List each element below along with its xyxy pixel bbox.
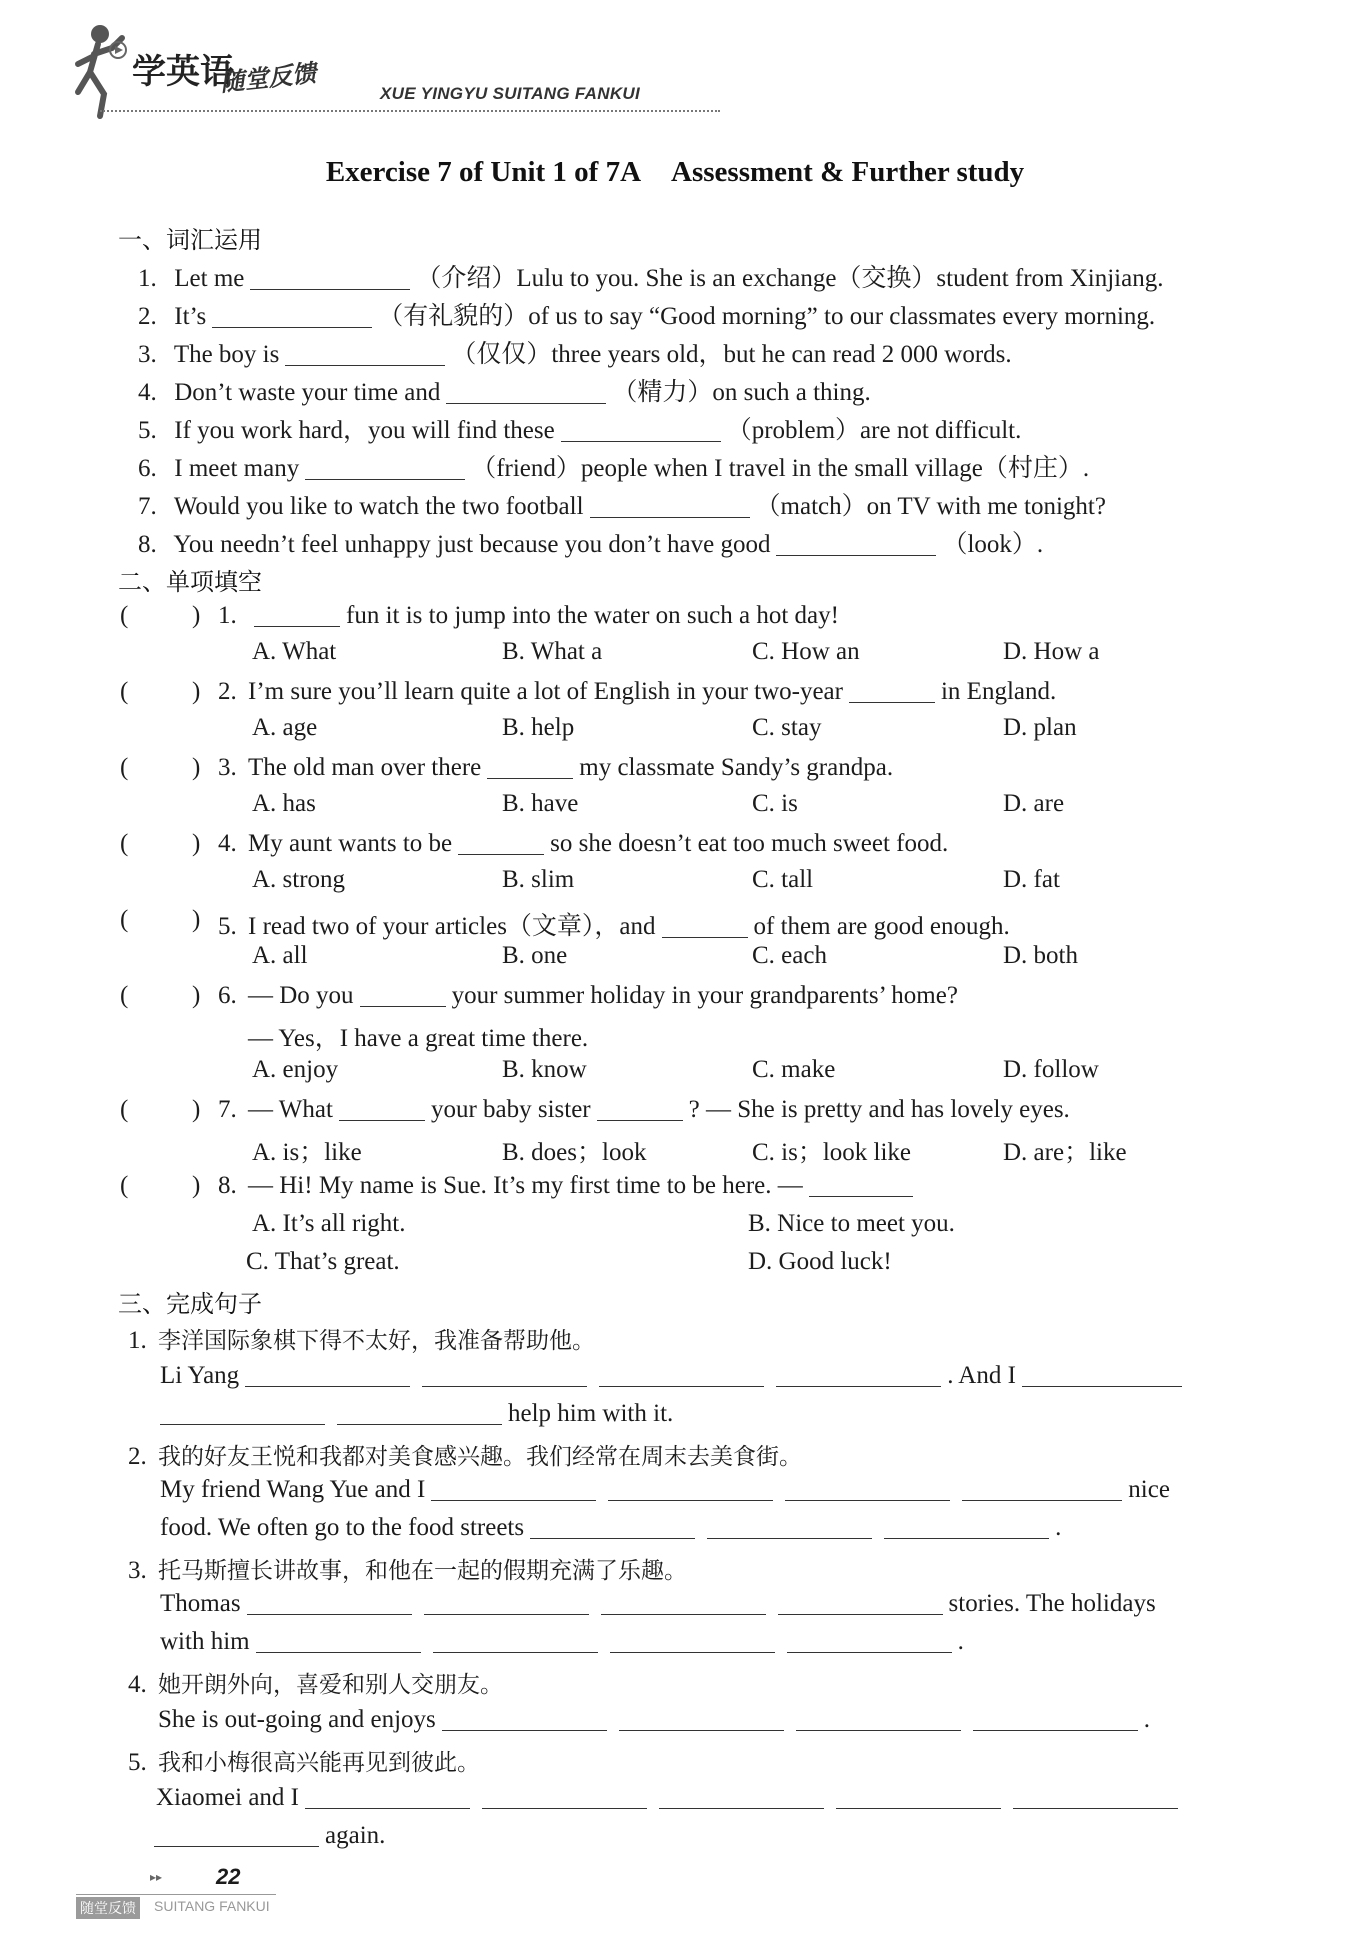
mc-question-1: 1. fun it is to jump into the water on such a hot day! bbox=[218, 602, 839, 629]
answer-blank[interactable] bbox=[619, 1706, 784, 1731]
answer-blank[interactable] bbox=[785, 1476, 950, 1501]
answer-blank[interactable] bbox=[1022, 1362, 1182, 1387]
answer-blank bbox=[662, 913, 748, 938]
sentence-1-english-cont: help him with it. bbox=[154, 1400, 673, 1428]
answer-paren[interactable]: ( ) bbox=[120, 1096, 201, 1123]
answer-paren[interactable]: ( ) bbox=[120, 1172, 201, 1199]
title-unit: Exercise 7 of Unit 1 of 7A bbox=[325, 156, 642, 188]
answer-blank[interactable] bbox=[776, 1362, 941, 1387]
option-a[interactable]: A. It’s all right. bbox=[252, 1210, 406, 1237]
sentence-5-english: Xiaomei and I bbox=[156, 1784, 1184, 1812]
option-a[interactable]: A. enjoy bbox=[252, 1056, 339, 1083]
option-a[interactable]: A. strong bbox=[252, 866, 346, 893]
answer-blank[interactable] bbox=[707, 1514, 872, 1539]
option-b[interactable]: B. does；look bbox=[502, 1139, 647, 1166]
page-header bbox=[60, 14, 700, 124]
answer-blank[interactable] bbox=[973, 1706, 1138, 1731]
page-title bbox=[0, 156, 1350, 189]
option-b[interactable]: B. help bbox=[502, 714, 575, 741]
answer-blank bbox=[487, 754, 573, 779]
sentence-3-english-cont: with him . bbox=[160, 1628, 964, 1655]
answer-blank[interactable] bbox=[285, 341, 445, 366]
header-subtitle: 随堂反馈 bbox=[219, 59, 318, 97]
header-divider bbox=[100, 110, 720, 112]
option-b[interactable]: B. one bbox=[502, 942, 568, 969]
sentence-3-chinese: 3. 托马斯擅长讲故事，和他在一起的假期充满了乐趣。 bbox=[128, 1557, 687, 1584]
sentence-2-chinese: 2. 我的好友王悦和我都对美食感兴趣。我们经常在周末去美食街。 bbox=[128, 1443, 802, 1470]
option-d[interactable]: D. fat bbox=[1003, 866, 1060, 893]
option-d[interactable]: D. are；like bbox=[1003, 1139, 1127, 1166]
answer-blank[interactable] bbox=[796, 1706, 961, 1731]
answer-blank[interactable] bbox=[590, 493, 750, 518]
header-pinyin: XUE YINGYU SUITANG FANKUI bbox=[380, 84, 641, 103]
answer-blank[interactable] bbox=[424, 1590, 589, 1615]
mc-question-2: 2. I’m sure you’ll learn quite a lot of English in your two-year in England. bbox=[218, 678, 1057, 705]
sentence-4-english: She is out-going and enjoys . bbox=[158, 1706, 1151, 1733]
answer-blank[interactable] bbox=[599, 1362, 764, 1387]
option-b[interactable]: B. have bbox=[502, 790, 579, 817]
mc-question-4: 4. My aunt wants to be so she doesn’t eat too much sweet food. bbox=[218, 830, 949, 857]
option-d[interactable]: D. plan bbox=[1003, 714, 1077, 741]
answer-blank[interactable] bbox=[659, 1784, 824, 1809]
answer-blank[interactable] bbox=[776, 531, 936, 556]
option-d[interactable]: D. Good luck! bbox=[748, 1248, 892, 1275]
answer-blank[interactable] bbox=[431, 1476, 596, 1501]
option-c[interactable]: C. tall bbox=[752, 866, 814, 893]
answer-blank[interactable] bbox=[778, 1590, 943, 1615]
answer-paren[interactable]: ( ) bbox=[120, 602, 201, 629]
answer-blank[interactable] bbox=[482, 1784, 647, 1809]
option-c[interactable]: C. make bbox=[752, 1056, 836, 1083]
answer-blank[interactable] bbox=[884, 1514, 1049, 1539]
sentence-2-english-cont: food. We often go to the food streets . bbox=[160, 1514, 1062, 1541]
answer-blank[interactable] bbox=[610, 1628, 775, 1653]
answer-blank[interactable] bbox=[337, 1400, 502, 1425]
option-c[interactable]: C. How an bbox=[752, 638, 860, 665]
answer-blank bbox=[597, 1096, 683, 1121]
option-d[interactable]: D. are bbox=[1003, 790, 1065, 817]
option-c[interactable]: C. is；look like bbox=[752, 1139, 912, 1166]
answer-blank[interactable] bbox=[305, 1784, 470, 1809]
option-a[interactable]: A. has bbox=[252, 790, 316, 817]
answer-blank bbox=[458, 830, 544, 855]
sentence-2-english: My friend Wang Yue and I nice bbox=[160, 1476, 1170, 1503]
page-number: 22 bbox=[216, 1864, 241, 1889]
vocab-item-6: 6. I meet many （friend）people when I travel in the small village（村庄）. bbox=[138, 455, 1090, 482]
option-d[interactable]: D. follow bbox=[1003, 1056, 1099, 1083]
option-d[interactable]: D. both bbox=[1003, 942, 1078, 969]
answer-blank[interactable] bbox=[433, 1628, 598, 1653]
answer-paren[interactable]: ( ) bbox=[120, 906, 201, 933]
mc-question-6: 6. — Do you your summer holiday in your grandparents’ home? bbox=[218, 982, 958, 1009]
sentence-5-english-cont: again. bbox=[148, 1822, 385, 1850]
option-a[interactable]: A. What bbox=[252, 638, 337, 665]
answer-blank[interactable] bbox=[601, 1590, 766, 1615]
answer-blank[interactable] bbox=[962, 1476, 1122, 1501]
sentence-4-chinese: 4. 她开朗外向，喜爱和别人交朋友。 bbox=[128, 1671, 503, 1698]
header-brand: 学英语 bbox=[132, 52, 234, 92]
option-c[interactable]: C. That’s great. bbox=[246, 1248, 400, 1275]
answer-blank[interactable] bbox=[422, 1362, 587, 1387]
answer-blank[interactable] bbox=[446, 379, 606, 404]
vocab-item-4: 4. Don’t waste your time and （精力）on such a thing. bbox=[138, 379, 871, 406]
answer-blank[interactable] bbox=[787, 1628, 952, 1653]
mc-question-3: 3. The old man over there my classmate Sandy’s grandpa. bbox=[218, 754, 894, 781]
vocab-item-1: 1. Let me （介绍）Lulu to you. She is an exchange（交换）student from Xinjiang. bbox=[138, 265, 1164, 292]
vocab-item-5: 5. If you work hard，you will find these （problem）are not difficult. bbox=[138, 417, 1022, 444]
answer-paren[interactable]: ( ) bbox=[120, 830, 201, 857]
option-b[interactable]: B. What a bbox=[502, 638, 603, 665]
vocab-item-7: 7. Would you like to watch the two football （match）on TV with me tonight? bbox=[138, 493, 1106, 520]
option-a[interactable]: A. age bbox=[252, 714, 318, 741]
answer-blank[interactable] bbox=[1013, 1784, 1178, 1809]
option-c[interactable]: C. each bbox=[752, 942, 827, 969]
vocab-item-8: 8. You needn’t feel unhappy just because you don’t have good （look）. bbox=[138, 531, 1044, 558]
answer-blank[interactable] bbox=[256, 1628, 421, 1653]
option-c[interactable]: C. is bbox=[752, 790, 798, 817]
footer-tag-cn: 随堂反馈 bbox=[76, 1897, 140, 1919]
option-b[interactable]: B. know bbox=[502, 1056, 587, 1083]
section-complete-sentences-title: 三、完成句子 bbox=[118, 1290, 262, 1318]
answer-blank[interactable] bbox=[608, 1476, 773, 1501]
section-multiple-choice-title: 二、单项填空 bbox=[118, 568, 262, 596]
vocab-item-2: 2. It’s （有礼貌的）of us to say “Good morning” to our classmates every morning. bbox=[138, 303, 1156, 330]
mc-question-6-reply: — Yes，I have a great time there. bbox=[248, 1025, 589, 1052]
sentence-5-chinese: 5. 我和小梅很高兴能再见到彼此。 bbox=[128, 1749, 480, 1776]
footer-tag-en: SUITANG FANKUI bbox=[154, 1898, 270, 1914]
option-c[interactable]: C. stay bbox=[752, 714, 822, 741]
section-vocabulary-title: 一、词汇运用 bbox=[118, 226, 262, 254]
answer-paren[interactable]: ( ) bbox=[120, 982, 201, 1009]
title-section: Assessment & Further study bbox=[671, 156, 1025, 188]
mc-question-8: 8. — Hi! My name is Sue. It’s my first time to be here. — bbox=[218, 1172, 919, 1200]
sentence-1-chinese: 1. 李洋国际象棋下得不太好，我准备帮助他。 bbox=[128, 1327, 595, 1354]
answer-blank[interactable] bbox=[305, 455, 465, 480]
answer-blank[interactable] bbox=[245, 1362, 410, 1387]
option-d[interactable]: D. How a bbox=[1003, 638, 1100, 665]
answer-paren[interactable]: ( ) bbox=[120, 754, 201, 781]
option-b[interactable]: B. Nice to meet you. bbox=[748, 1210, 955, 1237]
option-a[interactable]: A. all bbox=[252, 942, 308, 969]
answer-blank[interactable] bbox=[212, 303, 372, 328]
answer-paren[interactable]: ( ) bbox=[120, 678, 201, 705]
option-b[interactable]: B. slim bbox=[502, 866, 575, 893]
answer-blank[interactable] bbox=[160, 1400, 325, 1425]
footer-arrow-icon: ▸▸ bbox=[150, 1870, 163, 1884]
footer-tag bbox=[76, 1894, 276, 1917]
answer-blank[interactable] bbox=[154, 1822, 319, 1847]
mc-question-7: 7. — What your baby sister ? — She is pretty and has lovely eyes. bbox=[218, 1096, 1070, 1123]
answer-blank[interactable] bbox=[561, 417, 721, 442]
answer-blank bbox=[339, 1096, 425, 1121]
answer-blank[interactable] bbox=[836, 1784, 1001, 1809]
answer-blank bbox=[849, 678, 935, 703]
runner-figure-icon bbox=[60, 20, 132, 120]
answer-blank bbox=[254, 602, 340, 627]
answer-blank[interactable] bbox=[442, 1706, 607, 1731]
answer-blank bbox=[360, 982, 446, 1007]
answer-blank bbox=[809, 1172, 913, 1197]
answer-blank[interactable] bbox=[250, 265, 410, 290]
vocab-item-3: 3. The boy is （仅仅）three years old，but he can read 2 000 words. bbox=[138, 341, 1012, 368]
mc-question-5: 5. I read two of your articles（文章），and of them are good enough. bbox=[218, 913, 1010, 940]
option-a[interactable]: A. is；like bbox=[252, 1139, 362, 1166]
answer-blank[interactable] bbox=[530, 1514, 695, 1539]
sentence-1-english: Li Yang . And I bbox=[160, 1362, 1188, 1390]
answer-blank[interactable] bbox=[247, 1590, 412, 1615]
sentence-3-english: Thomas stories. The holidays bbox=[160, 1590, 1156, 1617]
